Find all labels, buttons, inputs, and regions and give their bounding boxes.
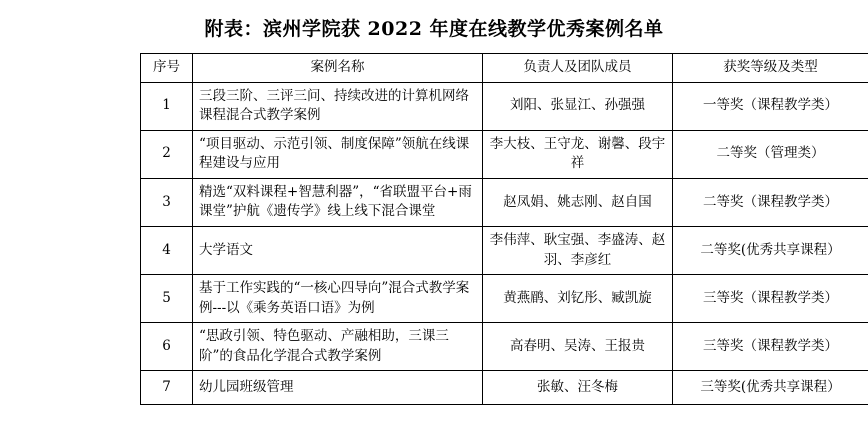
cell-no: 3: [141, 178, 193, 226]
cell-team: 张敏、汪冬梅: [483, 371, 673, 405]
cell-team: 李大枝、王守龙、谢馨、段宇祥: [483, 130, 673, 178]
column-header-name: 案例名称: [193, 54, 483, 83]
cell-name: “项目驱动、示范引领、制度保障”领航在线课程建设与应用: [193, 130, 483, 178]
table-row: [141, 82, 868, 130]
cell-award: 二等奖（课程教学类）: [673, 178, 868, 226]
column-header-no: 序号: [141, 54, 193, 83]
table-row: [141, 275, 868, 323]
table-row: [141, 371, 868, 405]
cell-team: 李伟萍、耿宝强、李盛涛、赵羽、李彦红: [483, 226, 673, 274]
table-header-row: [141, 54, 868, 83]
cell-team: 刘阳、张显江、孙强强: [483, 82, 673, 130]
table-body: [141, 82, 868, 405]
cell-award: 三等奖(优秀共享课程）: [673, 371, 868, 405]
cell-no: 5: [141, 275, 193, 323]
cell-no: 1: [141, 82, 193, 130]
cell-no: 7: [141, 371, 193, 405]
column-header-award: 获奖等级及类型: [673, 54, 868, 83]
award-list-table: [140, 53, 868, 405]
cell-award: 三等奖（课程教学类）: [673, 323, 868, 371]
cell-award: 二等奖(优秀共享课程）: [673, 226, 868, 274]
cell-no: 6: [141, 323, 193, 371]
table-row: [141, 323, 868, 371]
table-container: [0, 53, 868, 405]
cell-no: 2: [141, 130, 193, 178]
page-title: 附表：滨州学院获 2022 年度在线教学优秀案例名单: [204, 18, 664, 40]
cell-name: 精选“双料课程+智慧利器”，“省联盟平台+雨课堂”护航《遗传学》线上线下混合课堂: [193, 178, 483, 226]
cell-team: 高春明、吴涛、王报贵: [483, 323, 673, 371]
cell-award: 三等奖（课程教学类）: [673, 275, 868, 323]
table-row: [141, 178, 868, 226]
table-row: [141, 226, 868, 274]
cell-name: 幼儿园班级管理: [193, 371, 483, 405]
cell-award: 一等奖（课程教学类）: [673, 82, 868, 130]
cell-name: 基于工作实践的“一核心四导向”混合式教学案例---以《乘务英语口语》为例: [193, 275, 483, 323]
cell-team: 赵凤娟、姚志刚、赵自国: [483, 178, 673, 226]
cell-no: 4: [141, 226, 193, 274]
cell-team: 黄燕鹛、刘钇彤、臧凯旋: [483, 275, 673, 323]
cell-award: 二等奖（管理类）: [673, 130, 868, 178]
table-header: [141, 54, 868, 83]
cell-name: 大学语文: [193, 226, 483, 274]
table-row: [141, 130, 868, 178]
cell-name: “思政引领、特色驱动、产融相助，三课三阶”的食品化学混合式教学案例: [193, 323, 483, 371]
cell-name: 三段三阶、三评三问、持续改进的计算机网络课程混合式教学案例: [193, 82, 483, 130]
column-header-team: 负责人及团队成员: [483, 54, 673, 83]
